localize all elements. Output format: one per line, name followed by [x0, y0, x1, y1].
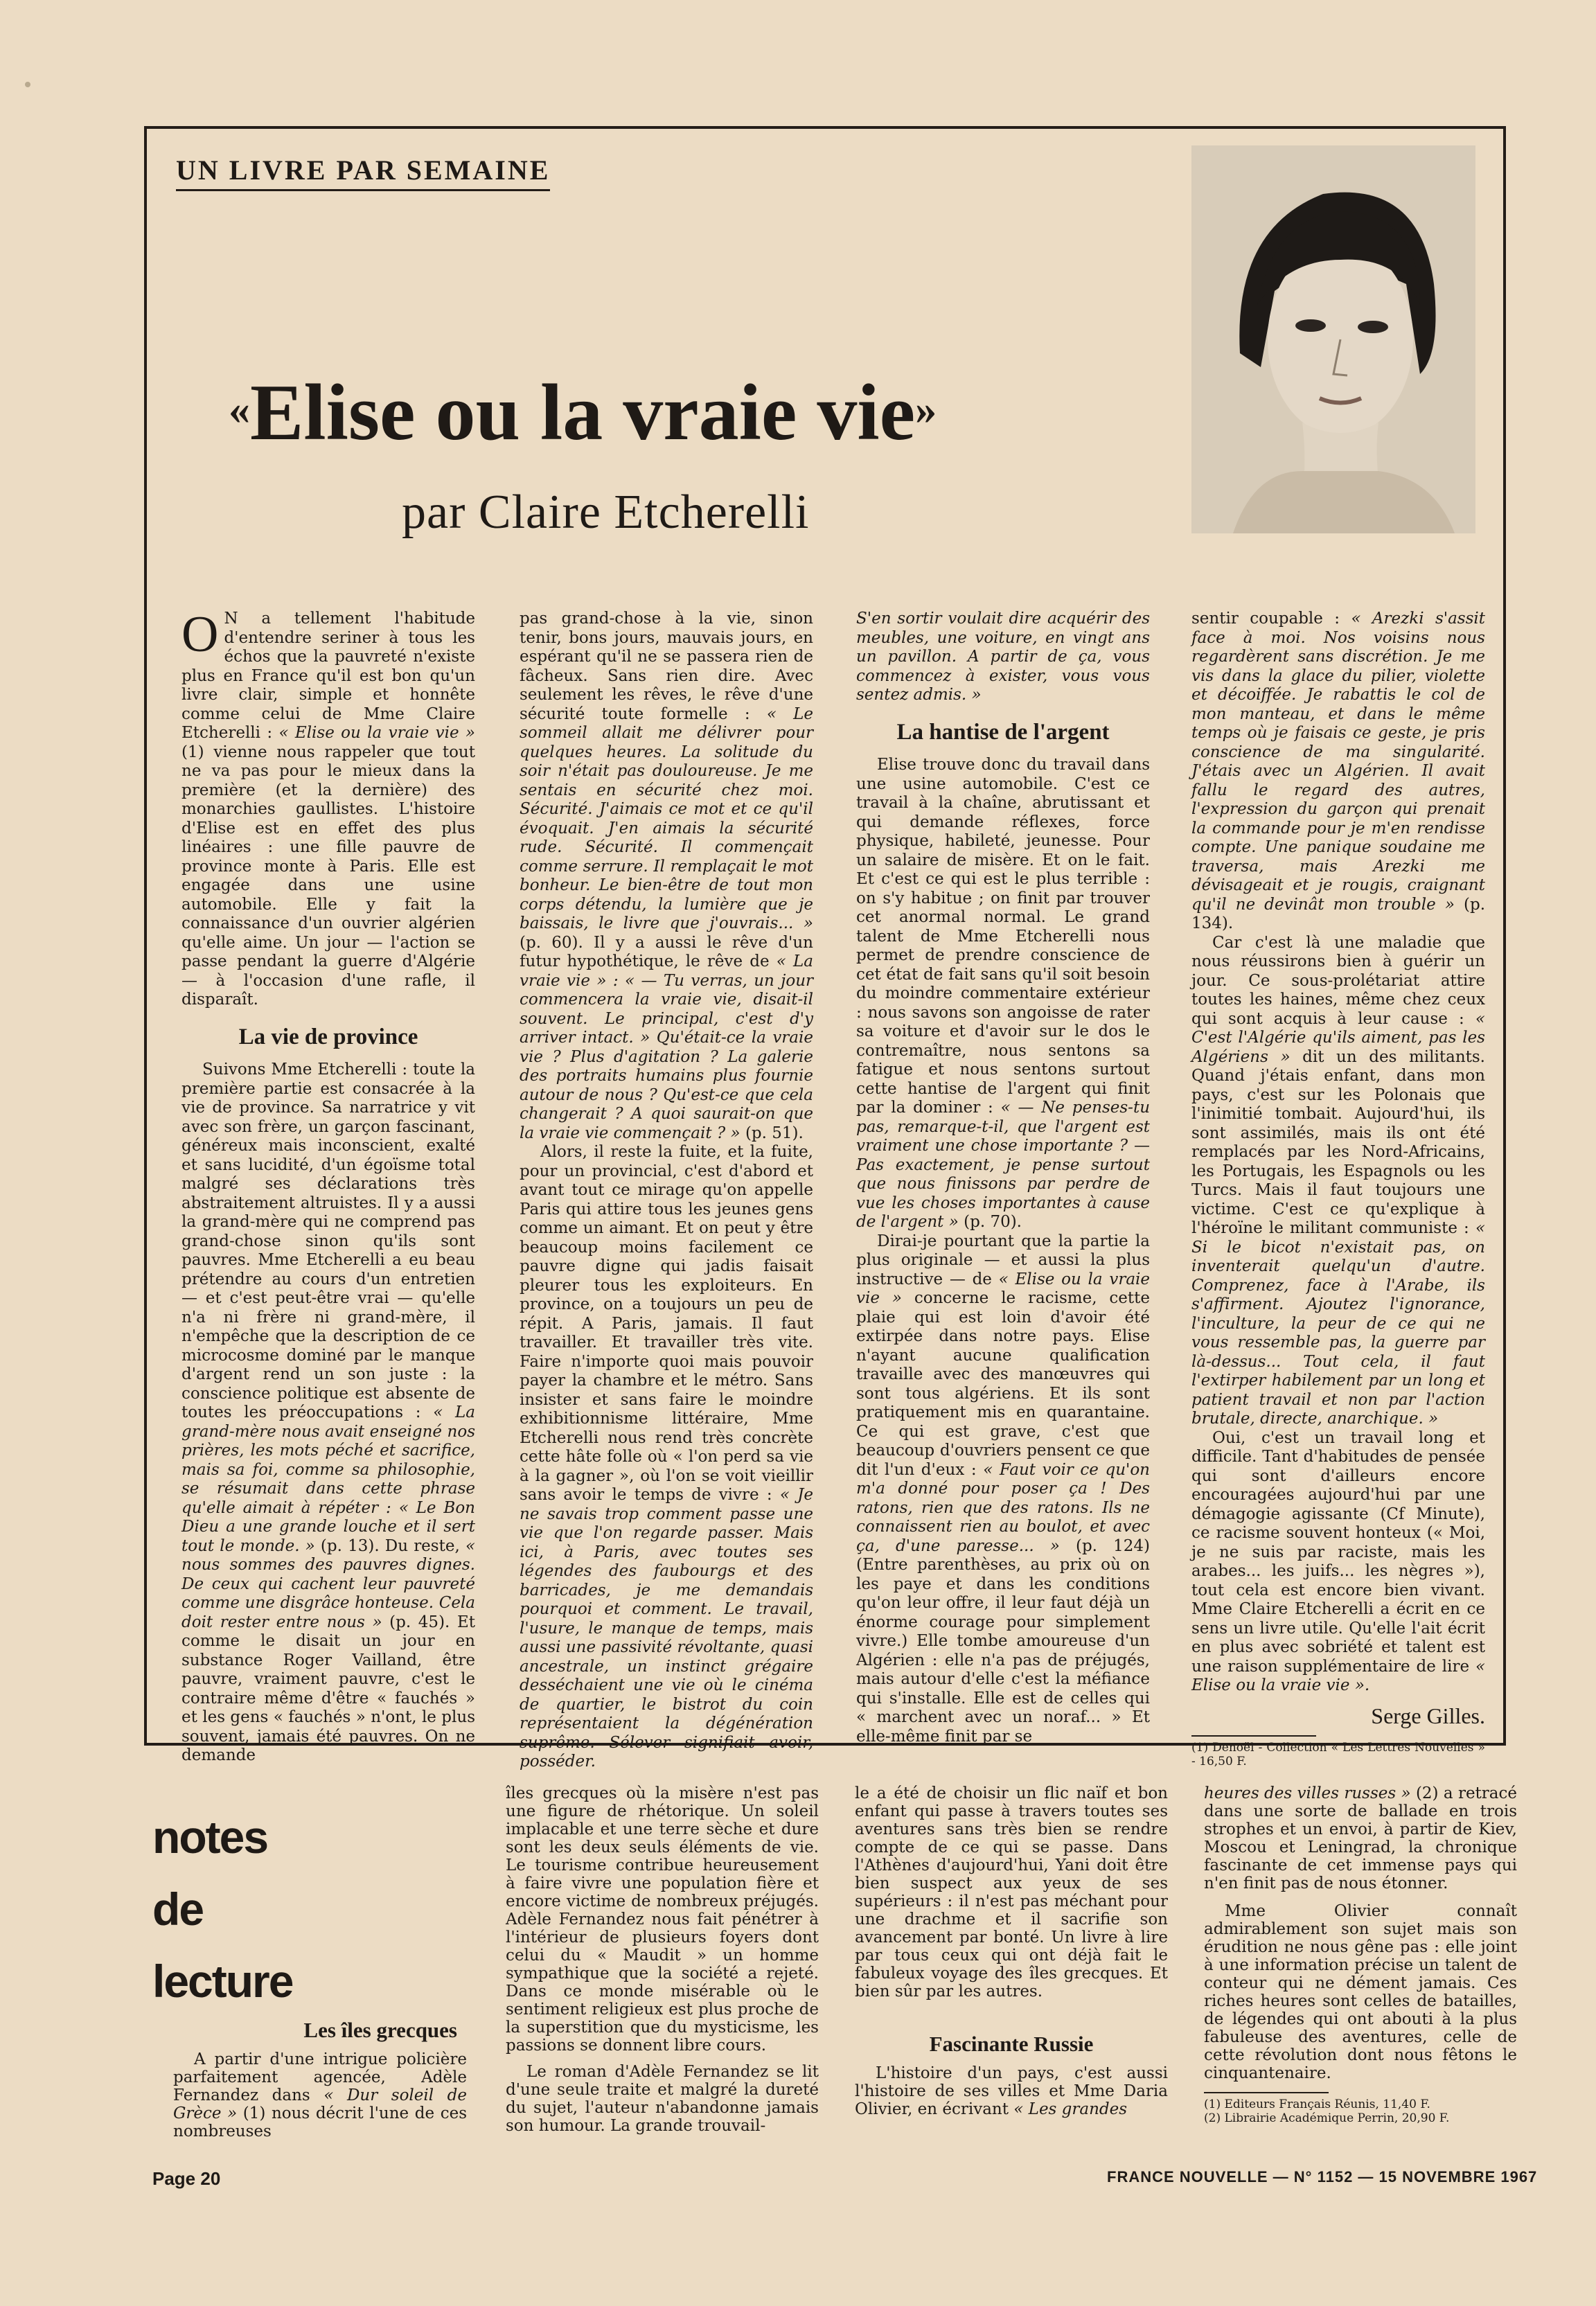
quote: « Si le bicot n'existait pas, on inventerait quelqu'un d'autre. Comprenez, face à l'Arabe, ils s'affirment. Ajoutez l'ignorance, l'inculture, la peur de ce qui ne vous ressemble pas, la guerre par là-dessus... Tout cela, il faut l'extirper habilement par un long et patient travail et non par l'action brutale, directe, anarchique. » [1191, 1219, 1486, 1428]
text: Alors, il reste la fuite, et la fuite, pour un provincial, c'est d'abord et avant tout ce mirage qu'on appelle Paris qui attire tous les jeunes gens comme un aimant. Et on peut y être beaucoup moins facilement ce pauvre digne qui jadis faisait pleurer tous les exploiteurs. En province, on a toujours un peu de répit. A Paris, jamais. Il faut travailler. Et travailler très vite. Faire n'importe quoi mais pouvoir payer la chambre et le métro. Sans insister et sans faire le moindre exhibitionnisme littéraire, Mme Etcherelli nous rend très concrète cette hâte folle où « l'on perd sa vie à la gagner », où l'on se voit vieillir sans avoir le temps de vivre : [520, 1143, 813, 1504]
quote: « Arezki s'assit face à moi. Nos voisins nous regardèrent sans discrétion. Je me vis dans la glace du pilier, violette et décoiffée. Je rabattis le col de mon manteau, et dans le même temps où je faisais ce geste, je pris conscience de ma singularité. J'étais avec un Algérien. Il avait fallu le regard des autres, l'expression du garçon qui prenait la commande pour je m'en rendisse compte. Une panique soudaine me traversa, mais Arezki me dévisageait et je rougis, craignant qu'il ne devinât mon trouble » [1191, 610, 1485, 914]
paragraph [181, 606, 476, 1010]
notes-section-title [152, 1801, 292, 2017]
article-column-3 [856, 610, 1150, 1746]
text: (p. 51). [745, 1124, 804, 1142]
text: Oui, c'est un travail long et difficile. Tant d'habitudes de pensée qui sont d'ailleurs encore encouragées aujourd'hui par une démagogie agissante (Cf Minute), ce racisme souvent honteux (« Moi, je ne suis par raciste, mais les arabes... les juifs... les nègres »), tout cela est encore bien vivant. Mme Claire Etcherelli a écrit en ce sens un livre utile. Qu'elle l'ait écrit en plus avec sobriété et talent est une raison supplémentaire de lire [1191, 1428, 1485, 1676]
notes-title-line: de [152, 1883, 204, 1935]
text: (1) vienne nous rappeler que tout ne va pas pour le mieux dans la première (et la dernière) des monarchies gaullistes. L'histoire d'Elise est en effet des plus linéaires : une fille pauvre de province monte à Paris. Elle est engagée dans une usine automobile. Elle y fait la connaissance d'un ouvrier algérien qu'elle aime. Un jour — l'action se passe pendant la guerre d'Algérie — à l'occasion d'une rafle, il disparaît. [181, 743, 475, 1009]
text: sentir coupable : [1191, 610, 1340, 628]
text: concerne le racisme, cette plaie qui est loin d'avoir été extirpée dans notre pays. Elise n'ayant aucune qualification travaille avec des manœuvres qui sont tous algériens. Et ils sont pratiquement mis en quarantaine. Ce qui est grave, c'est que beaucoup d'ouvriers pensent ce que dit l'un d'eux : [856, 1289, 1151, 1479]
text: pas grand-chose à la vie, sinon tenir, bons jours, mauvais jours, en espérant qu'il ne se passera rien de fâcheux. Sans rien dire. Avec seulement les rêves, le rêve d'une sécurité toute formelle : [520, 610, 813, 723]
text: Suivons Mme Etcherelli : toute la première partie est consacrée à la vie de province. Sa narratrice y vit avec son frère, un garçon fascinant, généreux mais inconscient, exalté et sans lucidité, d'un égoïsme total malgré ses déclarations très abstraitement altruistes. Il y a aussi la grand-mère qui ne comprend pas grand-chose sinon qu'ils sont pauvres. Mme Etcherelli a eu beau prétendre au cours d'un entretien — et c'est peut-être vrai — qu'elle n'a ni frère ni grand-mère, il n'empêche que la description de ce microcosme dominé par le manque d'argent rend un son juste : la conscience politique est absente de toutes les préoccupations : [181, 1061, 475, 1421]
quote: « C'est l'Algérie qu'ils aiment, pas les Algériens » [1191, 1009, 1485, 1066]
text: Elise trouve donc du travail dans une usine automobile. C'est ce travail à la chaîne, abrutissant et qui demande réflexes, force physique, habileté, jeunesse. Pour un salaire de misère. Et on le fait. Et c'est ce qui est le plus terrible : on s'y habitue ; on finit par trouver cet anormal normal. Le grand talent de Mme Etcherelli nous permet de prendre conscience de cet état de fait sans qu'il soit besoin du moindre commentaire extérieur : nous savons son angoisse de rater sa voiture et d'avoir sur le dos le contremaître, nous sentons sa fatigue et nous sentons surtout cette hantise de l'argent qui finit par la dominer : [856, 756, 1150, 1117]
quote: « — Ne penses-tu pas, remarque-t-il, que l'argent est vraiment une chose importante ? — Pas exactement, je pense surtout que nous finissons par perdre de vue les choses importantes à cause de l'argent » [856, 1099, 1151, 1231]
notes-column-3 [855, 1784, 1168, 2118]
page-number: Page 20 [152, 2168, 221, 2189]
footnote: (1) Denoël - Collection « Les Lettres Nouvelles » - 16,50 F. [1191, 1741, 1485, 1768]
paragraph [181, 1061, 475, 1766]
text: (p. 70). [964, 1213, 1022, 1231]
paragraph [1191, 1429, 1485, 1696]
quote: « Elise ou la vraie vie » [278, 724, 476, 742]
paper-speck [25, 82, 30, 87]
quote: S'en sortir voulait dire acquérir des meubles, une voiture, en vingt ans un pavillon. A partir de ça, vous commencez à exister, vous vous sentez admis. » [856, 610, 1150, 704]
text: (p. 124) (Entre parenthèses, au prix où on les paye et dans les conditions qu'on leur offre, il leur faut déjà un énorme courage pour simplement vivre.) Elle tombe amoureuse d'un Algérien : elle n'a pas de préjugés, mais autour d'elle c'est la méfiance qui s'installe. Elle est de celles qui « marchent avec un noraf... » Et elle-même finit par se [856, 1536, 1150, 1746]
text: (p. 134). [1191, 895, 1486, 932]
text: A partir d'une intrigue policière parfaitement agencée, Adèle Fernandez dans [173, 2050, 467, 2104]
article-column-4 [1191, 610, 1485, 1768]
quote: « La vraie vie » : « — Tu verras, un jour commencera la vraie vie, disait-il souvent. Le principal, c'est d'y arriver intact. » Qu'était-ce la vraie vie ? Plus d'agitation ? La galerie des portraits humains plus fournie autour de nous ? Qu'est-ce que cela changerait ? A quoi saurait-on que la vraie vie commençait ? » [520, 952, 814, 1142]
paragraph [520, 1143, 813, 1772]
footnote-rule [1191, 1735, 1316, 1737]
text: N a tellement l'habitude d'entendre seriner à tous les échos que la pauvreté n'existe plus en France qu'il est bon qu'un livre clair, simple et honnête comme celui de Mme Claire Etcherelli : [181, 610, 475, 742]
journal-issue: FRANCE NOUVELLE — N° 1152 — 15 NOVEMBRE 1967 [1107, 2168, 1538, 2185]
text: L'histoire d'un pays, c'est aussi l'histoire de ses villes et Mme Daria Olivier, en écrivant [855, 2064, 1168, 2118]
notes-heading: Les îles grecques [303, 2018, 457, 2042]
quote: « La grand-mère nous avait enseigné nos prières, les mots péché et sacrifice, mais sa foi, comme sa philosophie, se résumait dans cette phrase qu'elle aimait à répéter : « Le Bon Dieu a une grande louche et il sert tout le monde. » [181, 1403, 476, 1555]
text: Car c'est là une maladie que nous réussirons bien à guérir un jour. Ce sous-prolétariat attire toutes les haines, même chez ceux qui sont acquis à leur cause : [1191, 933, 1485, 1028]
quote: « Elise ou la vraie vie ». [1191, 1657, 1486, 1694]
notes-column-4 [1204, 1784, 1517, 2125]
headline-close-quote: » [915, 387, 937, 434]
text: Dirai-je pourtant que la partie la plus originale — et aussi la plus instructive — de [856, 1232, 1150, 1288]
quote: « Faut voir ce qu'on m'a donné pour poser ça ! Des ratons, rien que des ratons. Ils ne connaissent rien au boulot, et avec ça, d'une paresse... » [856, 1460, 1150, 1555]
text: (p. 45). Et comme le disait un jour en substance Roger Vailland, être pauvre, vraiment pauvre, c'est le contraire même d'être « fauchés » et les gens « fauchés » n'ont, le plus souvent, jamais été pauvres. On ne demande [181, 1613, 476, 1764]
notes-column-1 [173, 2018, 468, 2140]
text: dit un des militants. Quand j'étais enfant, dans mon pays, c'est sur les Polonais que l'inimitié tombait. Aujourd'hui, ils sont assimilés, mais ils ont été remplacés par les Nord-Africains, les Portugais, les Espagnols ou les Turcs. Mais il faut toujours une victime. C'est ce qu'explique à l'héroïne le militant communiste : [1191, 1047, 1485, 1237]
paragraph [1191, 934, 1485, 1429]
paragraph [856, 1232, 1150, 1747]
paragraph [856, 756, 1150, 1232]
notes-title-line: notes [152, 1811, 268, 1863]
paragraph: Mme Olivier connaît admirablement son sujet mais son érudition ne nous gêne pas : elle joint à une information précise un talent de conteur qui ne dément jamais. Ces riches heures sont celles de batailles, de légendes qui ont abouti à la plus fabuleuse des aventures, celle de cette révolution dont nous fêtons le cinquantenaire. [1204, 1902, 1517, 2082]
notes-heading: Fascinante Russie [929, 2032, 1094, 2056]
text: (p. 60). Il y a aussi le rêve d'un futur hypothétique, le rêve de [520, 933, 813, 970]
drop-cap: O [181, 606, 219, 663]
quote: « nous sommes des pauvres dignes. De ceux qui cachent leur pauvreté comme une disgrâce honteuse. Cela doit rester entre nous » [181, 1536, 476, 1631]
paragraph [1204, 1784, 1517, 1892]
section-heading: La vie de province [238, 1024, 418, 1049]
section-heading: La hantise de l'argent [896, 719, 1110, 745]
quote: « Le sommeil allait me délivrer pour quelques heures. La solitude du soir n'était pas douloureuse. Je me sentais en sécurité chez moi. Sécurité. J'aimais ce mot et ce qu'il évoquait. J'en aimais la sécurité rude. Sécurité. Il commençait comme serrure. Il remplaçait le mot bonheur. Le bien-être de tout mon corps détendu, la lumière que je baissais, le livre que j'ouvrais... » [520, 704, 814, 932]
quote: « Elise ou la vraie vie » [856, 1270, 1150, 1307]
paragraph: îles grecques où la misère n'est pas une figure de rhétorique. Un soleil implacable et une terre sèche et dure sont les deux seuls éléments de vie. Le tourisme contribue heureusement à faire vivre une population fière et encore victime de nombreux préjugés. Adèle Fernandez nous fait pénétrer à l'intérieur de plusieurs foyers dont celui du « Maudit » un homme sympathique que la société a rejeté. Dans ce monde misérable où le sentiment religieux est plus proche de la superstition que du mysticisme, les passions se donnent libre cours. [506, 1784, 819, 2055]
headline-title: Elise ou la vraie vie [250, 369, 916, 457]
article-column-1 [181, 606, 476, 1766]
paragraph: le a été de choisir un flic naïf et bon enfant qui passe à travers toutes ses aventures sans très bien se rendre compte de ce qui se passe. Dans l'Athènes d'aujourd'hui, Yani doit être bien suspect aux yeux de ses supérieurs : il n'est pas méchant pour une drachme et il sacrifie son avancement par bonté. Un livre à lire par tous ceux qui ont déjà fait le fabuleux voyage des îles grecques. Et bien sûr par les autres. [855, 1784, 1168, 2001]
notes-title-line: lecture [152, 1955, 293, 2007]
notes-column-2 [506, 1784, 819, 2135]
paragraph [855, 2064, 1168, 2118]
article-headline [229, 367, 1129, 459]
paragraph [520, 610, 813, 1143]
author-signature: Serge Gilles. [1371, 1703, 1485, 1728]
footnote: (1) Editeurs Français Réunis, 11,40 F. [1204, 2097, 1430, 2111]
article-column-2 [520, 610, 813, 1772]
quote: « Je ne savais trop comment passe une vie que l'on regarde passer. Mais ici, à Paris, avec toutes ses légendes des faubourgs et des barricades, je me demandais pourquoi et comment. Le travail, l'usure, le manque de temps, mais aussi une passivité révoltante, quasi ancestrale, un instinct grégaire desséchaient une vie où le cinéma de quartier, le bistrot du coin représentaient la dégénération suprême. Sélever signifiait avoir, posséder. [520, 1486, 813, 1771]
paragraph [173, 2050, 467, 2140]
text: (2) a retracé dans une sorte de ballade en trois strophes et un envoi, à partir de Kiev, Moscou et Leningrad, la chronique fascinante de cet immense pays qui n'en finit pas de nous étonner. [1204, 1784, 1518, 1892]
quote: « Les grandes [1013, 2100, 1128, 2118]
quote: heures des villes russes » [1204, 1784, 1411, 1802]
author-portrait [1191, 145, 1475, 533]
paragraph: Le roman d'Adèle Fernandez se lit d'une seule traite et malgré la dureté du sujet, l'auteur n'abandonne jamais son humour. La grande trouvail- [506, 2063, 819, 2135]
article-byline: par Claire Etcherelli [402, 486, 810, 539]
text: (1) nous décrit l'une de ces nombreuses [173, 2104, 467, 2140]
paragraph [1191, 610, 1485, 934]
quote: « Dur soleil de Grèce » [173, 2086, 468, 2122]
rubric-title: UN LIVRE PAR SEMAINE [176, 154, 550, 191]
footnote-rule [1204, 2092, 1329, 2093]
portrait-illustration [1191, 145, 1475, 533]
footnote: (2) Librairie Académique Perrin, 20,90 F. [1204, 2111, 1450, 2125]
headline-open-quote: « [229, 387, 250, 434]
text: (p. 13). Du reste, [320, 1536, 460, 1555]
